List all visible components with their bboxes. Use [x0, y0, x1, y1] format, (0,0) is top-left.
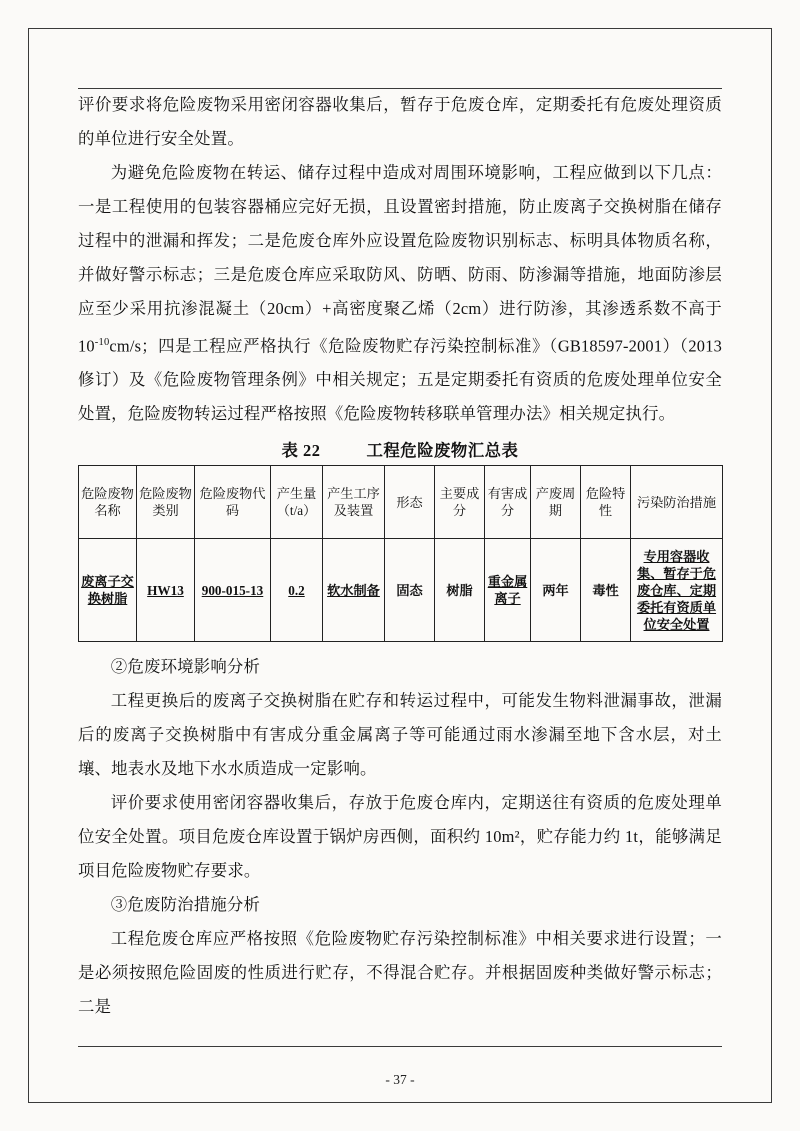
table-cell-text: 毒性 [592, 582, 619, 598]
table-header-cell: 危险废物代码 [195, 466, 271, 539]
table-cell [323, 539, 385, 642]
table-cell-text: 重金属离子 [487, 574, 528, 607]
table-caption-label: 表 22 [281, 441, 321, 461]
table-header-cell: 有害成分 [485, 466, 531, 539]
superscript-exponent: -10 [94, 337, 110, 348]
paragraph-measures-part2: cm/s；四是工程应严格执行《危险废物贮存污染控制标准》（GB18597-2001）（2013 修订）及《危险废物管理条例》中相关规定；五是定期委托有资质的危废处理单位安全处置，危险废物转运过程严格按照《危险废物转移联单管理办法》相关规定执行。 [78, 336, 722, 424]
table-cell [581, 539, 631, 642]
table-cell [531, 539, 581, 642]
table-row [79, 539, 723, 642]
table-header-cell: 产生工序及装置 [323, 466, 385, 539]
table-caption [78, 437, 722, 461]
table-header-cell: 主要成分 [435, 466, 485, 539]
section-paragraph-text: 评价要求使用密闭容器收集后，存放于危废仓库内，定期送往有资质的危废处理单位安全处置。项目危废仓库设置于锅炉房西侧，面积约 10m²，贮存能力约 1t，能够满足项目危险废物贮存要求。 [78, 793, 722, 881]
table-cell [195, 539, 271, 642]
table-header-cell: 污染防治措施 [631, 466, 723, 539]
paragraph-intro: 评价要求将危险废物采用密闭容器收集后，暂存于危废仓库，定期委托有危废处理资质的单位进行安全处置。 [78, 95, 722, 148]
table-cell [137, 539, 195, 642]
section-paragraph [78, 786, 722, 888]
table-cell-text: 专用容器收集、暂存于危废仓库、定期委托有资质单位安全处置 [636, 548, 717, 632]
content-rule-bottom [78, 1046, 722, 1047]
table-cell [385, 539, 435, 642]
table-cell [435, 539, 485, 642]
table-caption-title: 工程危险废物汇总表 [366, 441, 519, 461]
table-header-cell: 形态 [385, 466, 435, 539]
table-cell-text: 固态 [396, 582, 423, 598]
section-heading-prevention: ③危废防治措施分析 [110, 895, 261, 915]
table-cell [271, 539, 323, 642]
table-cell-text: 废离子交换树脂 [81, 574, 134, 607]
section-paragraph: 工程更换后的废离子交换树脂在贮存和转运过程中，可能发生物料泄漏事故，泄漏后的废离子交换树脂中有害成分重金属离子等可能通过雨水渗漏至地下含水层，对土壤、地表水及地下水水质造成一定影响。 [78, 691, 722, 779]
table-cell-text: 树脂 [446, 582, 473, 598]
table-cell-text: 软水制备 [327, 582, 380, 598]
section-heading-waste-impact: ②危废环境影响分析 [110, 657, 261, 677]
section-paragraph: 工程危废仓库应严格按照《危险废物贮存污染控制标准》中相关要求进行设置；一是必须按照危险固废的性质进行贮存，不得混合贮存。并根据固废种类做好警示标志；二是 [78, 929, 722, 1017]
table-header-cell: 产生量（t/a） [271, 466, 323, 539]
paragraph-measures [78, 156, 722, 431]
paragraph-measures-part1: 为避免危险废物在转运、储存过程中造成对周围环境影响，工程应做到以下几点：一是工程使用的包装容器桶应完好无损，且设置密封措施，防止废离子交换树脂在储存过程中的泄漏和挥发；二是危废仓库外应设置危险废物识别标志、标明具体物质名称，并做好警示标志；三是危废仓库应采取防风、防晒、防雨、防渗漏等措施，地面防渗层应至少采用抗渗混凝土（20cm）+高密度聚乙烯（2cm）进行防渗，其渗透系数不高于 10 [78, 163, 722, 356]
table-header-cell: 危险废物名称 [79, 466, 137, 539]
table-cell-text: 900-015-13 [201, 582, 264, 598]
table-header-cell: 危险废物类别 [137, 466, 195, 539]
table-cell [485, 539, 531, 642]
table-header-cell: 产废周期 [531, 466, 581, 539]
table-cell-text: 两年 [542, 582, 569, 598]
table-cell-text: HW13 [147, 582, 184, 598]
table-header-row [79, 466, 723, 539]
page-number: - 37 - [385, 1072, 415, 1087]
table-cell-text: 0.2 [288, 582, 305, 598]
table-cell [631, 539, 723, 642]
page-content [78, 88, 722, 1024]
table-cell [79, 539, 137, 642]
hazardous-waste-table [78, 465, 723, 642]
table-header-cell: 危险特性 [581, 466, 631, 539]
